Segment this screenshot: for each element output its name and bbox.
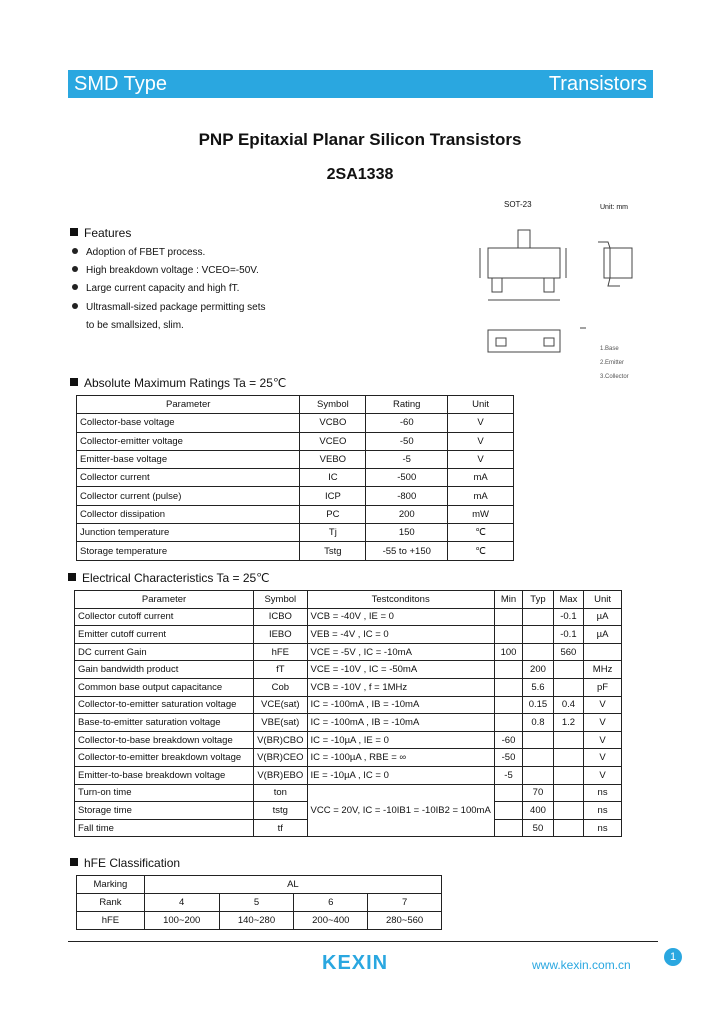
- table-cell: Base-to-emitter saturation voltage: [75, 714, 254, 732]
- ratings-heading: Absolute Maximum Ratings Ta = 25℃: [70, 376, 286, 390]
- table-cell: [494, 802, 522, 820]
- table-cell: [553, 819, 583, 837]
- table-cell: -800: [366, 487, 448, 505]
- table-row: [77, 450, 514, 468]
- table-row: [77, 894, 442, 912]
- bullet-square-icon: [68, 573, 76, 581]
- table-cell: ns: [584, 819, 622, 837]
- features-heading: Features: [70, 226, 131, 240]
- table-cell: V(BR)EBO: [254, 766, 307, 784]
- column-header: Unit: [448, 396, 514, 414]
- table-cell: [553, 802, 583, 820]
- table-row: [75, 678, 622, 696]
- table-cell: mA: [448, 469, 514, 487]
- table-cell: [523, 643, 553, 661]
- table-cell: Collector-to-emitter saturation voltage: [75, 696, 254, 714]
- table-cell: Storage temperature: [77, 542, 300, 560]
- table-cell: VCE(sat): [254, 696, 307, 714]
- feature-item: Adoption of FBET process.: [72, 247, 205, 258]
- table-cell: V: [584, 766, 622, 784]
- table-row: [75, 661, 622, 679]
- column-header: Parameter: [77, 396, 300, 414]
- table-cell: Collector cutoff current: [75, 608, 254, 626]
- table-cell: [553, 678, 583, 696]
- table-cell: VCB = -10V , f = 1MHz: [307, 678, 494, 696]
- bullet-square-icon: [70, 378, 78, 386]
- hfe-table: [76, 875, 442, 930]
- footer-url[interactable]: www.kexin.com.cn: [532, 958, 631, 972]
- header-right: Transistors: [548, 73, 647, 95]
- column-header: Min: [494, 591, 522, 609]
- table-cell: hFE: [254, 643, 307, 661]
- table-cell: -500: [366, 469, 448, 487]
- table-row: [77, 912, 442, 930]
- table-cell: MHz: [584, 661, 622, 679]
- rank-cell: 7: [368, 894, 442, 912]
- table-cell: 400: [523, 802, 553, 820]
- table-cell: -50: [494, 749, 522, 767]
- table-row: [77, 487, 514, 505]
- package-label: SOT-23: [504, 200, 532, 209]
- rank-cell: 5: [219, 894, 294, 912]
- table-cell: Gain bandwidth product: [75, 661, 254, 679]
- table-cell: V: [448, 414, 514, 432]
- table-cell: Common base output capacitance: [75, 678, 254, 696]
- table-cell: Collector-emitter voltage: [77, 432, 300, 450]
- table-cell: Collector-base voltage: [77, 414, 300, 432]
- table-cell: IC = -10µA , IE = 0: [307, 731, 494, 749]
- table-cell: 560: [553, 643, 583, 661]
- table-cell: [523, 749, 553, 767]
- svg-text:3.Collector: 3.Collector: [600, 374, 629, 380]
- table-cell: [553, 661, 583, 679]
- bullet-icon: [72, 266, 78, 272]
- table-cell: -50: [366, 432, 448, 450]
- feature-item: Large current capacity and high fT.: [72, 283, 239, 294]
- table-cell: ICP: [300, 487, 366, 505]
- electrical-table: [74, 590, 622, 837]
- table-cell: -60: [366, 414, 448, 432]
- table-cell: -0.1: [553, 626, 583, 644]
- header-banner: [68, 70, 653, 98]
- electrical-heading: Electrical Characteristics Ta = 25℃: [68, 571, 270, 585]
- table-cell: [553, 766, 583, 784]
- table-cell: V: [584, 696, 622, 714]
- svg-text:1.Base: 1.Base: [600, 346, 619, 352]
- table-cell: VCE = -10V , IC = -50mA: [307, 661, 494, 679]
- table-cell: [494, 608, 522, 626]
- hfe-heading: hFE Classification: [70, 856, 180, 870]
- rank-cell: 4: [144, 894, 219, 912]
- table-cell: Junction temperature: [77, 524, 300, 542]
- table-cell: 5.6: [523, 678, 553, 696]
- hfe-range-cell: 100~200: [144, 912, 219, 930]
- table-row: [75, 766, 622, 784]
- table-cell: V(BR)CEO: [254, 749, 307, 767]
- table-cell: PC: [300, 505, 366, 523]
- table-cell: VEBO: [300, 450, 366, 468]
- table-row: [77, 542, 514, 560]
- table-cell: IEBO: [254, 626, 307, 644]
- column-header: Typ: [523, 591, 553, 609]
- table-cell: ICBO: [254, 608, 307, 626]
- table-cell: 150: [366, 524, 448, 542]
- table-cell: Storage time: [75, 802, 254, 820]
- hfe-range-cell: 140~280: [219, 912, 294, 930]
- hfe-range-cell: 280~560: [368, 912, 442, 930]
- table-cell: Tstg: [300, 542, 366, 560]
- column-header: Max: [553, 591, 583, 609]
- column-header: Unit: [584, 591, 622, 609]
- table-cell: IC = -100mA , IB = -10mA: [307, 714, 494, 732]
- table-cell: Cob: [254, 678, 307, 696]
- table-cell: [523, 608, 553, 626]
- table-cell: Collector-to-emitter breakdown voltage: [75, 749, 254, 767]
- kexin-logo: KEXIN: [322, 952, 389, 974]
- table-cell: Collector current (pulse): [77, 487, 300, 505]
- footer-divider: [68, 941, 658, 942]
- package-outline-icon: [470, 200, 640, 385]
- svg-text:2.Emitter: 2.Emitter: [600, 360, 625, 366]
- bullet-icon: [72, 248, 78, 254]
- table-row: [75, 714, 622, 732]
- table-cell: Emitter-to-base breakdown voltage: [75, 766, 254, 784]
- bullet-icon: [72, 284, 78, 290]
- table-cell: V: [584, 714, 622, 732]
- table-cell: VEB = -4V , IC = 0: [307, 626, 494, 644]
- table-cell: IC = -100µA , RBE = ∞: [307, 749, 494, 767]
- table-cell: [523, 626, 553, 644]
- table-cell: pF: [584, 678, 622, 696]
- table-cell: DC current Gain: [75, 643, 254, 661]
- column-header: Rating: [366, 396, 448, 414]
- rank-cell: 6: [294, 894, 368, 912]
- table-row: [77, 876, 442, 894]
- table-row: [77, 414, 514, 432]
- table-cell: VCEO: [300, 432, 366, 450]
- bullet-square-icon: [70, 228, 78, 236]
- table-cell: VCBO: [300, 414, 366, 432]
- table-cell: [494, 696, 522, 714]
- column-header: Testconditons: [307, 591, 494, 609]
- marking-label: Marking: [77, 876, 145, 894]
- table-cell: [523, 766, 553, 784]
- table-cell: 1.2: [553, 714, 583, 732]
- table-cell: µA: [584, 608, 622, 626]
- table-row: [75, 731, 622, 749]
- table-cell: ton: [254, 784, 307, 802]
- switching-condition: VCC = 20V, IC = -10IB1 = -10IB2 = 100mA: [307, 784, 494, 837]
- table-cell: ns: [584, 784, 622, 802]
- table-cell: [584, 643, 622, 661]
- table-cell: [494, 678, 522, 696]
- column-header: Symbol: [300, 396, 366, 414]
- table-cell: -5: [494, 766, 522, 784]
- table-cell: 200: [523, 661, 553, 679]
- table-cell: V: [448, 432, 514, 450]
- table-row: [77, 432, 514, 450]
- table-cell: V: [584, 731, 622, 749]
- table-row: [75, 696, 622, 714]
- table-cell: Collector-to-base breakdown voltage: [75, 731, 254, 749]
- table-cell: [494, 626, 522, 644]
- table-row: [77, 505, 514, 523]
- table-cell: µA: [584, 626, 622, 644]
- table-cell: V: [584, 749, 622, 767]
- page-title: PNP Epitaxial Planar Silicon Transistors: [198, 130, 522, 149]
- table-header-row: [75, 591, 622, 609]
- table-cell: Collector dissipation: [77, 505, 300, 523]
- table-cell: 0.15: [523, 696, 553, 714]
- table-cell: [494, 661, 522, 679]
- table-cell: [494, 784, 522, 802]
- bullet-icon: [72, 303, 78, 309]
- table-cell: [553, 784, 583, 802]
- hfe-label: hFE: [77, 912, 145, 930]
- table-cell: 0.4: [553, 696, 583, 714]
- feature-item: to be smallsized, slim.: [86, 320, 184, 331]
- table-cell: mA: [448, 487, 514, 505]
- table-row: [75, 643, 622, 661]
- table-cell: [494, 819, 522, 837]
- table-cell: [553, 749, 583, 767]
- table-cell: [523, 731, 553, 749]
- table-cell: -0.1: [553, 608, 583, 626]
- table-cell: Collector current: [77, 469, 300, 487]
- table-cell: VCE = -5V , IC = -10mA: [307, 643, 494, 661]
- table-cell: 50: [523, 819, 553, 837]
- ratings-table: [76, 395, 514, 561]
- table-cell: ns: [584, 802, 622, 820]
- feature-item: High breakdown voltage : VCEO=-50V.: [72, 265, 259, 276]
- table-cell: 100: [494, 643, 522, 661]
- page-number: 1: [664, 948, 682, 966]
- table-row: [75, 608, 622, 626]
- marking-value: AL: [144, 876, 441, 894]
- table-cell: VCB = -40V , IE = 0: [307, 608, 494, 626]
- header-left: SMD Type: [74, 73, 167, 95]
- table-row: [77, 469, 514, 487]
- table-cell: Tj: [300, 524, 366, 542]
- table-cell: IC = -100mA , IB = -10mA: [307, 696, 494, 714]
- unit-label: Unit: mm: [600, 204, 628, 211]
- table-cell: 70: [523, 784, 553, 802]
- table-cell: Fall time: [75, 819, 254, 837]
- table-cell: ℃: [448, 524, 514, 542]
- table-row: [77, 524, 514, 542]
- table-cell: 0.8: [523, 714, 553, 732]
- table-header-row: [77, 396, 514, 414]
- column-header: Parameter: [75, 591, 254, 609]
- table-cell: mW: [448, 505, 514, 523]
- table-cell: 200: [366, 505, 448, 523]
- package-drawing: [470, 200, 640, 385]
- table-row: [75, 784, 622, 802]
- table-row: [75, 626, 622, 644]
- table-cell: fT: [254, 661, 307, 679]
- table-cell: -5: [366, 450, 448, 468]
- rank-label: Rank: [77, 894, 145, 912]
- table-cell: V(BR)CBO: [254, 731, 307, 749]
- table-cell: -55 to +150: [366, 542, 448, 560]
- hfe-range-cell: 200~400: [294, 912, 368, 930]
- table-cell: ℃: [448, 542, 514, 560]
- table-cell: V: [448, 450, 514, 468]
- table-cell: [553, 731, 583, 749]
- table-cell: Emitter-base voltage: [77, 450, 300, 468]
- table-cell: tstg: [254, 802, 307, 820]
- table-cell: tf: [254, 819, 307, 837]
- table-cell: IE = -10µA , IC = 0: [307, 766, 494, 784]
- table-cell: Emitter cutoff current: [75, 626, 254, 644]
- table-cell: Turn-on time: [75, 784, 254, 802]
- table-cell: -60: [494, 731, 522, 749]
- table-cell: IC: [300, 469, 366, 487]
- column-header: Symbol: [254, 591, 307, 609]
- table-cell: [494, 714, 522, 732]
- part-number: 2SA1338: [326, 166, 394, 183]
- feature-item: Ultrasmall-sized package permitting sets: [72, 302, 266, 313]
- table-row: [75, 749, 622, 767]
- table-cell: VBE(sat): [254, 714, 307, 732]
- bullet-square-icon: [70, 858, 78, 866]
